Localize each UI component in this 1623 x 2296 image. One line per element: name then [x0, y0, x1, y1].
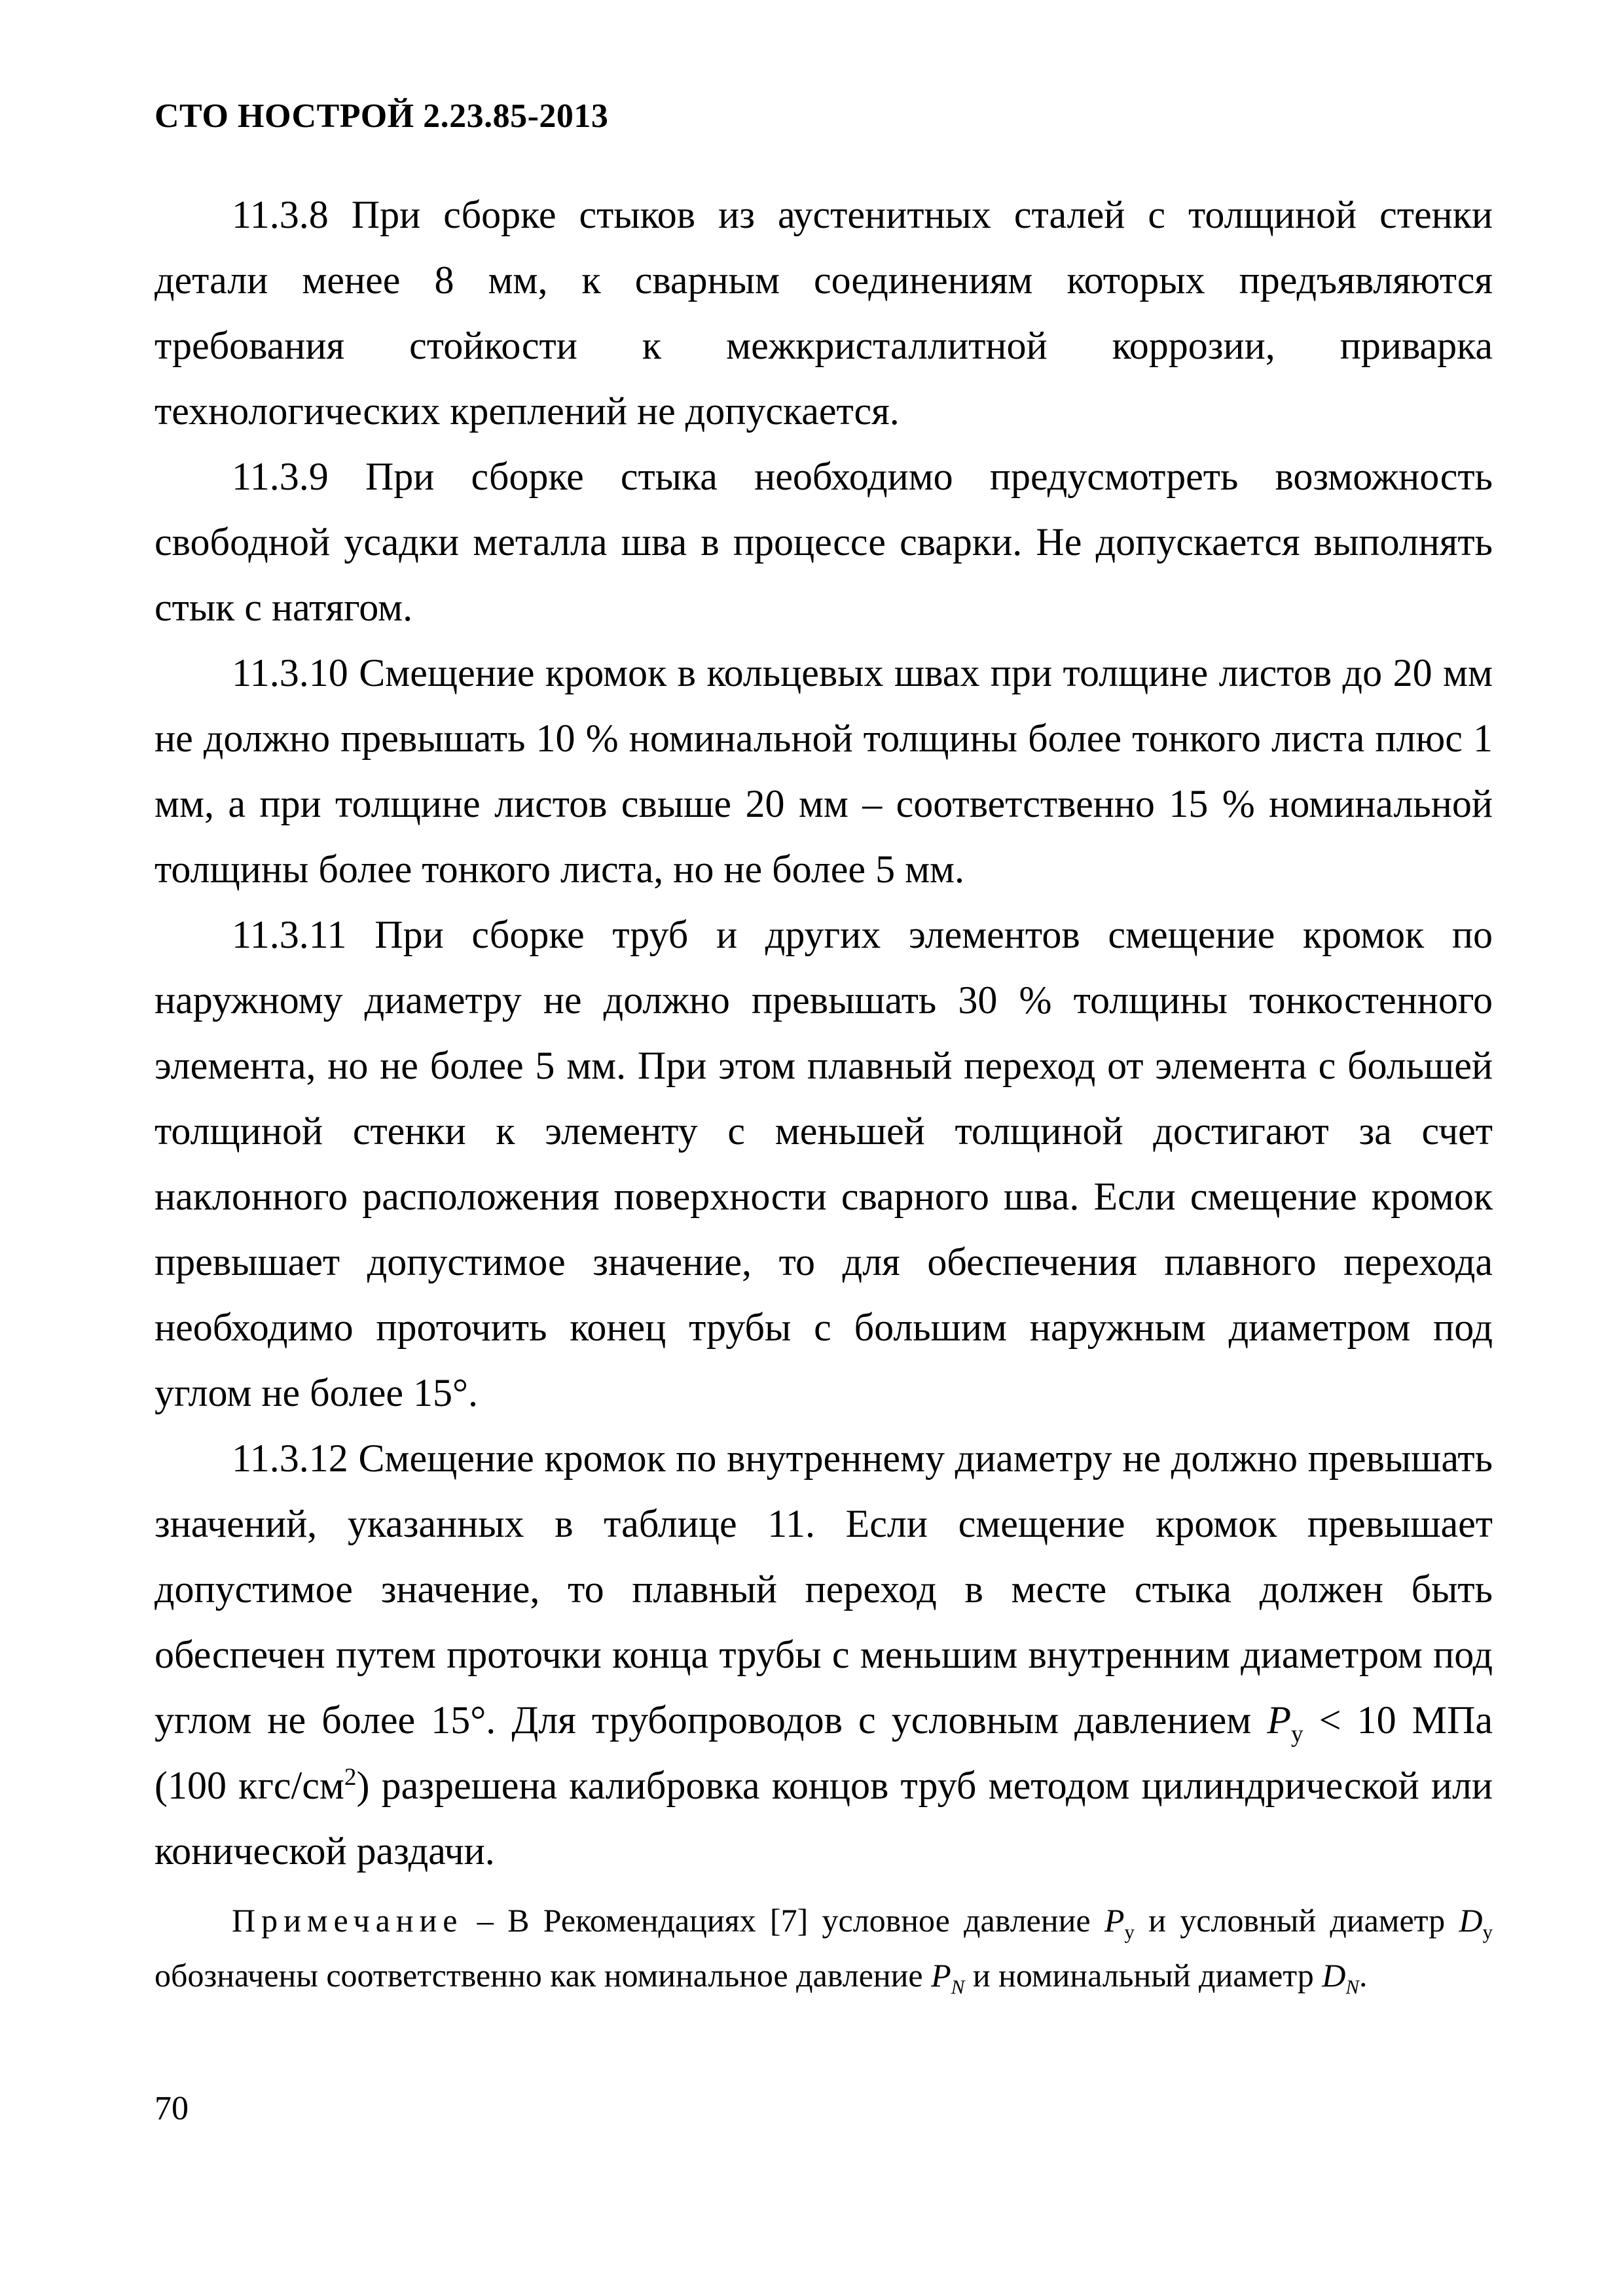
note-dy-subscript: у [1482, 1920, 1493, 1943]
paragraph-11-3-11: 11.3.11 При сборке труб и других элементов смещение кромок по наружному диаметру не должно превышать 30 % толщины тонкостенного элемента, но не более 5 мм. При этом плавный переход от элемента с большей толщиной стенки к элементу с меньшей толщиной достигают за счет наклонного расположения поверхности сварного шва. Если смещение кромок превышает допустимое значение, то для обеспечения плавного перехода необходимо проточить конец трубы с большим наружным диаметром под углом не более 15°. [155, 913, 1493, 1414]
paragraph-11-3-10: 11.3.10 Смещение кромок в кольцевых швах при толщине листов до 20 мм не должно превышать 10 % номинальной толщины более тонкого листа плюс 1 мм, а при толщине листов свыше 20 мм – соответственно 15 % номинальной толщины более тонкого листа, но не более 5 мм. [155, 651, 1493, 891]
document-code-header: СТО НОСТРОЙ 2.23.85-2013 [155, 98, 609, 135]
note-text-5: . [1359, 1957, 1368, 1994]
note-py-subscript: у [1124, 1920, 1135, 1943]
note-pn-symbol: P [931, 1957, 951, 1994]
paragraph-11-3-8: 11.3.8 При сборке стыков из аустенитных сталей с толщиной стенки детали менее 8 мм, к сварным соединениям которых предъявляются требования стойкости к межкристаллитной коррозии, приварка технологических креплений не допускается. [155, 193, 1493, 433]
paragraph-11-3-12 [155, 1426, 1493, 1884]
note-label: Примечание [232, 1902, 464, 1939]
note-py-symbol: P [1104, 1902, 1125, 1939]
note-text-4: и номинальный диаметр [964, 1957, 1322, 1994]
note-dn-symbol: D [1322, 1957, 1346, 1994]
paragraph-11-3-12-text-1: 11.3.12 Смещение кромок по внутреннему диаметру не должно превышать значений, указанных в таблице 11. Если смещение кромок превышает допустимое значение, то плавный переход в месте стыка должен быть обеспечен путем проточки конца трубы с меньшим внутренним диаметром под углом не более 15°. Для трубопроводов с условным давлением [155, 1437, 1493, 1742]
note-pn-subscript: N [951, 1975, 965, 1998]
conditional-pressure-subscript: у [1290, 1721, 1304, 1748]
paragraph-11-3-12-text-2: < 10 МПа (100 кгс/см [155, 1698, 1493, 1807]
note-dn-subscript: N [1345, 1975, 1360, 1998]
note-text-3: обозначены соответственно как номинальное давление [155, 1957, 932, 1994]
note-text-2: и условный диаметр [1134, 1902, 1459, 1939]
paragraph-11-3-12-text-3: ) разрешена калибровка концов труб методом цилиндрической или конической раздачи. [155, 1764, 1493, 1873]
unit-superscript: 2 [344, 1764, 357, 1791]
document-body [155, 182, 1493, 2003]
conditional-pressure-symbol: P [1267, 1698, 1291, 1742]
note-dy-symbol: D [1459, 1902, 1483, 1939]
paragraph-11-3-9: 11.3.9 При сборке стыка необходимо предусмотреть возможность свободной усадки металла шва в процессе сварки. Не допускается выполнять стык с натягом. [155, 455, 1493, 629]
page-number: 70 [155, 2090, 189, 2127]
note-text-1: – В Рекомендациях [7] условное давление [463, 1902, 1104, 1939]
note-paragraph [155, 1893, 1493, 2003]
